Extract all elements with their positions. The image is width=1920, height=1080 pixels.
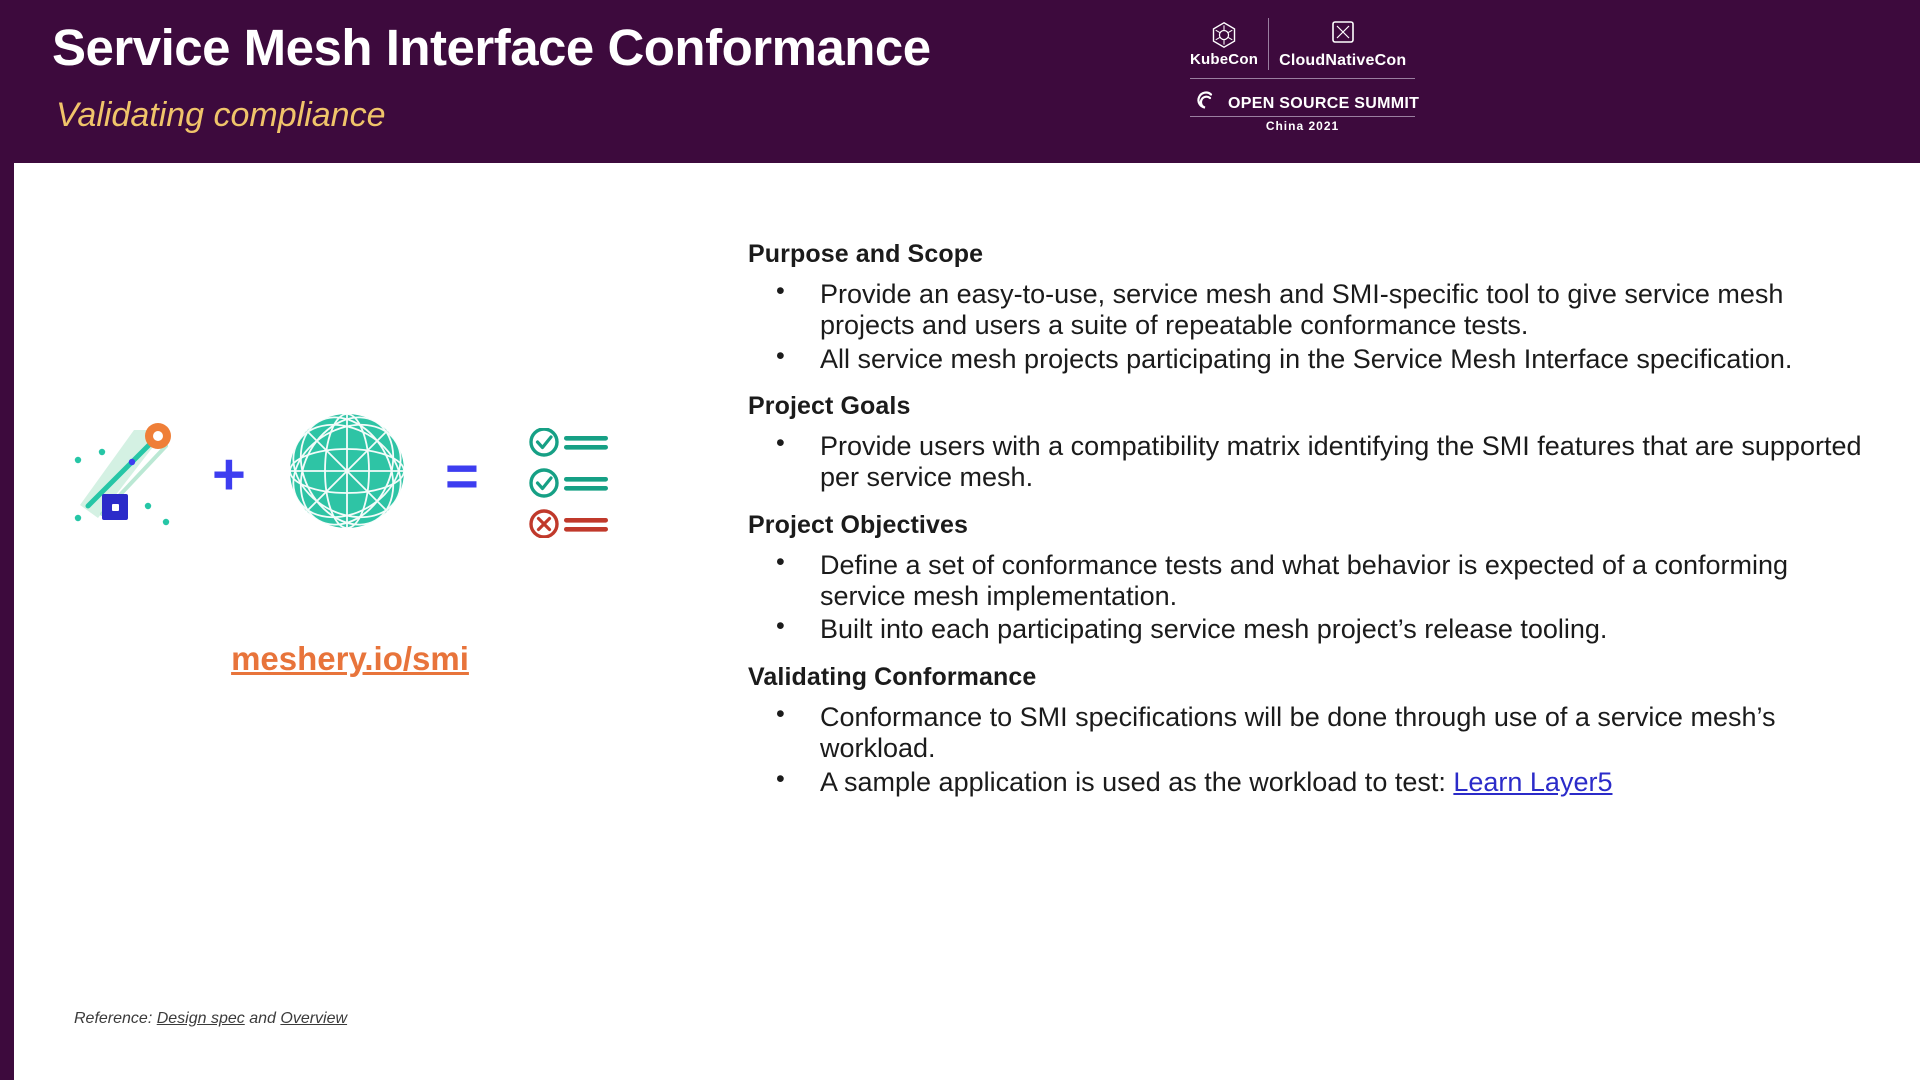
page-subtitle: Validating compliance xyxy=(56,96,386,134)
list-item-text: A sample application is used as the workload to test: xyxy=(820,766,1454,797)
cncf-square-icon xyxy=(1330,19,1356,50)
logo-divider xyxy=(1268,18,1269,70)
section-validating-conformance xyxy=(748,663,1868,797)
bullet-list xyxy=(748,279,1868,374)
equals-operator: = xyxy=(445,444,479,509)
section-heading: Project Goals xyxy=(748,392,911,421)
reference-prefix: Reference: xyxy=(74,1010,153,1027)
bullet-list xyxy=(748,431,1868,493)
plus-operator: + xyxy=(212,442,246,507)
list-item: • All service mesh projects participating in the Service Mesh Interface specification. xyxy=(748,344,1868,375)
kubecon-label: KubeCon xyxy=(1190,50,1259,68)
kubecon-lockup xyxy=(1190,21,1258,68)
bullet-list xyxy=(748,702,1868,797)
slide-header xyxy=(0,0,1920,163)
reference-design-spec-link[interactable]: Design spec xyxy=(156,1010,245,1027)
logo-top-row xyxy=(1190,18,1406,70)
section-heading: Purpose and Scope xyxy=(748,240,984,268)
cloudnativecon-label: CloudNativeCon xyxy=(1279,51,1407,69)
list-item: • Provide users with a compatibility matrix identifying the SMI features that are supported per service mesh. xyxy=(748,431,1868,493)
section-heading: Project Objectives xyxy=(748,510,968,539)
list-item xyxy=(748,767,1868,798)
meshery-logo-icon xyxy=(62,410,187,540)
kubernetes-wheel-icon xyxy=(1210,21,1238,49)
content-column xyxy=(748,240,1868,815)
section-heading: Validating Conformance xyxy=(748,663,1037,692)
list-item: • Provide an easy-to-use, service mesh and SMI-specific tool to give service mesh projects and users a suite of repeatable conformance tests. xyxy=(748,279,1868,341)
meshery-smi-link[interactable]: meshery.io/smi xyxy=(231,640,469,677)
section-purpose-and-scope xyxy=(748,240,1868,374)
bullet-list xyxy=(748,550,1868,645)
list-item: • Define a set of conformance tests and what behavior is expected of a conforming service mesh implementation. xyxy=(748,550,1868,612)
cloudnativecon-lockup xyxy=(1279,19,1406,70)
service-mesh-globe-icon xyxy=(288,412,406,535)
learn-layer5-link[interactable]: Learn Layer5 xyxy=(1453,766,1613,797)
logo-horizontal-rule-bottom xyxy=(1190,116,1415,117)
list-item: • Built into each participating service mesh project’s release tooling. xyxy=(748,614,1868,645)
list-item: • Conformance to SMI specifications will be done through use of a service mesh’s workload. xyxy=(748,702,1868,764)
reference-overview-link[interactable]: Overview xyxy=(280,1010,348,1027)
conformance-results-checklist-icon xyxy=(528,428,628,543)
reference-conjunction: and xyxy=(249,1010,276,1027)
event-logo xyxy=(1190,16,1430,146)
logo-location-year: China 2021 xyxy=(1265,119,1340,133)
page-title: Service Mesh Interface Conformance xyxy=(52,19,931,76)
open-source-summit-label: OPEN SOURCE SUMMIT xyxy=(1228,94,1420,112)
logo-horizontal-rule-top xyxy=(1190,78,1415,79)
section-project-goals xyxy=(748,392,1868,493)
section-project-objectives xyxy=(748,511,1868,645)
reference-note xyxy=(74,1010,347,1028)
